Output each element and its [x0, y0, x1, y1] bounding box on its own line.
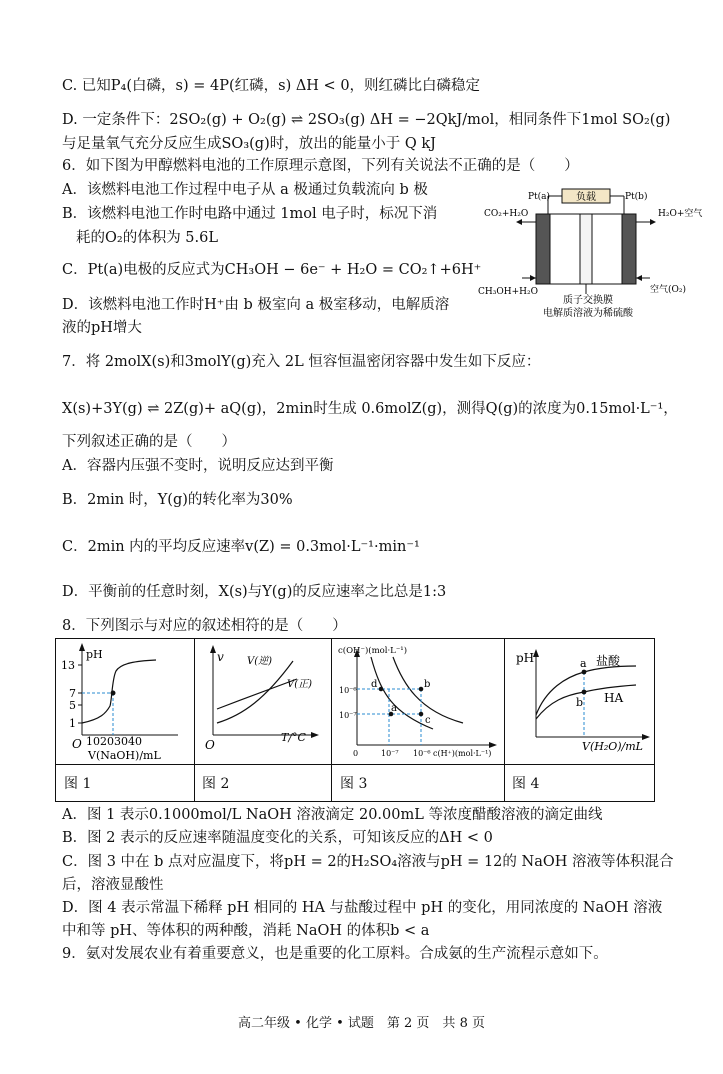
question-6: 6．如下图为甲醇燃料电池的工作原理示意图，下列有关说法不正确的是（ ） — [62, 158, 579, 174]
air-o2-label: 空气(O₂) — [650, 285, 687, 295]
q6-option-a: A．该燃料电池工作过程中电子从 a 极通过负载流向 b 极 — [62, 182, 428, 198]
svg-text:10⁻⁶: 10⁻⁶ — [413, 749, 431, 758]
q7-equation: X(s)+3Y(g) ⇌ 2Z(g)+ aQ(g)，2min时生成 0.6molZ(g)，测得Q(g)的浓度为0.15mol·L⁻¹， — [62, 401, 678, 417]
figure-2-rate-vs-temp — [195, 639, 331, 764]
q7-option-a: A．容器内压强不变时，说明反应达到平衡 — [62, 458, 334, 474]
fuel-cell-diagram — [478, 182, 718, 324]
svg-text:7: 7 — [69, 687, 76, 700]
svg-text:10⁻⁶: 10⁻⁶ — [339, 686, 357, 695]
svg-text:0: 0 — [353, 749, 359, 758]
caption-figure-2: 图 2 — [202, 776, 230, 792]
svg-text:V(正): V(正) — [287, 679, 313, 690]
svg-text:a: a — [580, 657, 587, 670]
svg-text:10⁻⁷: 10⁻⁷ — [339, 711, 357, 720]
q8-option-d: D．图 4 表示常温下稀释 pH 相同的 HA 与盐酸过程中 pH 的变化，用同浓度的 NaOH 溶液 — [62, 900, 663, 916]
question-8: 8．下列图示与对应的叙述相符的是（ ） — [62, 618, 347, 634]
q7-option-b: B．2min 时，Y(g)的转化率为30% — [62, 492, 293, 508]
svg-text:c: c — [425, 715, 431, 726]
q7-prompt: 下列叙述正确的是（ ） — [62, 434, 236, 450]
svg-text:c(H⁺)(mol·L⁻¹): c(H⁺)(mol·L⁻¹) — [433, 749, 492, 758]
svg-text:b: b — [576, 696, 584, 709]
figure-1-titration — [56, 639, 194, 764]
q6-option-d-cont: 液的pH增大 — [62, 320, 142, 336]
q7-option-c: C．2min 内的平均反应速率v(Z) = 0.3mol·L⁻¹·min⁻¹ — [62, 539, 420, 555]
q8-option-d-cont: 中和等 pH、等体积的两种酸，消耗 NaOH 的体积b < a — [62, 923, 430, 939]
co2-h2o-label: CO₂+H₂O — [484, 209, 529, 219]
svg-text:T/°C: T/°C — [281, 731, 306, 744]
q6-option-c: C．Pt(a)电极的反应式为CH₃OH − 6e⁻ + H₂O = CO₂↑+6H⁺ — [62, 262, 482, 278]
question-9: 9．氨对发展农业有着重要意义，也是重要的化工原料。合成氨的生产流程示意如下。 — [62, 946, 608, 962]
svg-text:a: a — [391, 703, 397, 714]
svg-text:pH: pH — [516, 651, 535, 665]
figure-4-dilution — [506, 639, 656, 764]
option-d-so2: D. 一定条件下：2SO₂(g) + O₂(g) ⇌ 2SO₃(g) ΔH = −2QkJ/mol，相同条件下1mol SO₂(g) — [62, 112, 671, 128]
load-label: 负载 — [576, 192, 596, 203]
svg-text:O: O — [72, 737, 82, 751]
q6-option-b: B．该燃料电池工作时电路中通过 1mol 电子时，标况下消 — [62, 206, 438, 222]
svg-text:5: 5 — [69, 699, 76, 712]
membrane-label: 质子交换膜 — [563, 295, 613, 306]
question-7: 7．将 2molX(s)和3molY(g)充入 2L 恒容恒温密闭容器中发生如下反应： — [62, 354, 541, 370]
svg-text:V(逆): V(逆) — [247, 656, 273, 667]
svg-text:v: v — [217, 650, 224, 664]
page-footer: 高二年级 • 化学 • 试题 第 2 页 共 8 页 — [238, 1016, 485, 1031]
q8-option-a: A．图 1 表示0.1000mol/L NaOH 溶液滴定 20.00mL 等浓度醋酸溶液的滴定曲线 — [62, 807, 603, 823]
svg-text:V(NaOH)/mL: V(NaOH)/mL — [88, 749, 161, 762]
option-d-so2-cont: 与足量氧气充分反应生成SO₃(g)时，放出的能量小于 Q kJ — [62, 136, 436, 152]
q6-option-b-cont: 耗的O₂的体积为 5.6L — [76, 230, 218, 246]
svg-text:d: d — [371, 679, 378, 690]
svg-text:13: 13 — [61, 659, 75, 672]
svg-text:V(H₂O)/mL: V(H₂O)/mL — [582, 740, 643, 753]
q8-option-c-cont: 后，溶液显酸性 — [62, 877, 164, 893]
q8-option-c: C．图 3 中在 b 点对应温度下，将pH = 2的H₂SO₄溶液与pH = 12的 NaOH 溶液等体积混合 — [62, 854, 674, 870]
option-c-phosphorus: C. 已知P₄(白磷，s) = 4P(红磷，s) ΔH < 0，则红磷比白磷稳定 — [62, 78, 481, 94]
ch3oh-h2o-label: CH₃OH+H₂O — [478, 287, 538, 297]
svg-text:10⁻⁷: 10⁻⁷ — [381, 749, 399, 758]
h2o-air-label: H₂O+空气 — [658, 209, 703, 219]
caption-figure-1: 图 1 — [64, 776, 92, 792]
svg-text:1: 1 — [69, 717, 76, 730]
q8-option-b: B．图 2 表示的反应速率随温度变化的关系，可知该反应的ΔH < 0 — [62, 830, 493, 846]
svg-text:HA: HA — [604, 691, 624, 705]
svg-text:c(OH⁻)(mol·L⁻¹): c(OH⁻)(mol·L⁻¹) — [338, 646, 408, 656]
pt-a-label: Pt(a) — [528, 192, 551, 202]
svg-text:盐酸: 盐酸 — [596, 654, 621, 668]
svg-text:O: O — [205, 738, 215, 752]
electrolyte-label: 电解质溶液为稀硫酸 — [543, 308, 633, 319]
figure-3-ion-product — [333, 639, 504, 764]
svg-text:10203040: 10203040 — [86, 735, 142, 748]
caption-figure-4: 图 4 — [512, 776, 540, 792]
pt-b-label: Pt(b) — [625, 192, 648, 202]
q6-option-d: D．该燃料电池工作时H⁺由 b 极室向 a 极室移动，电解质溶 — [62, 297, 450, 313]
figure-grid — [55, 638, 655, 802]
svg-text:pH: pH — [86, 648, 103, 661]
q7-option-d: D．平衡前的任意时刻，X(s)与Y(g)的反应速率之比总是1:3 — [62, 584, 447, 600]
caption-figure-3: 图 3 — [340, 776, 368, 792]
svg-text:b: b — [424, 679, 431, 690]
